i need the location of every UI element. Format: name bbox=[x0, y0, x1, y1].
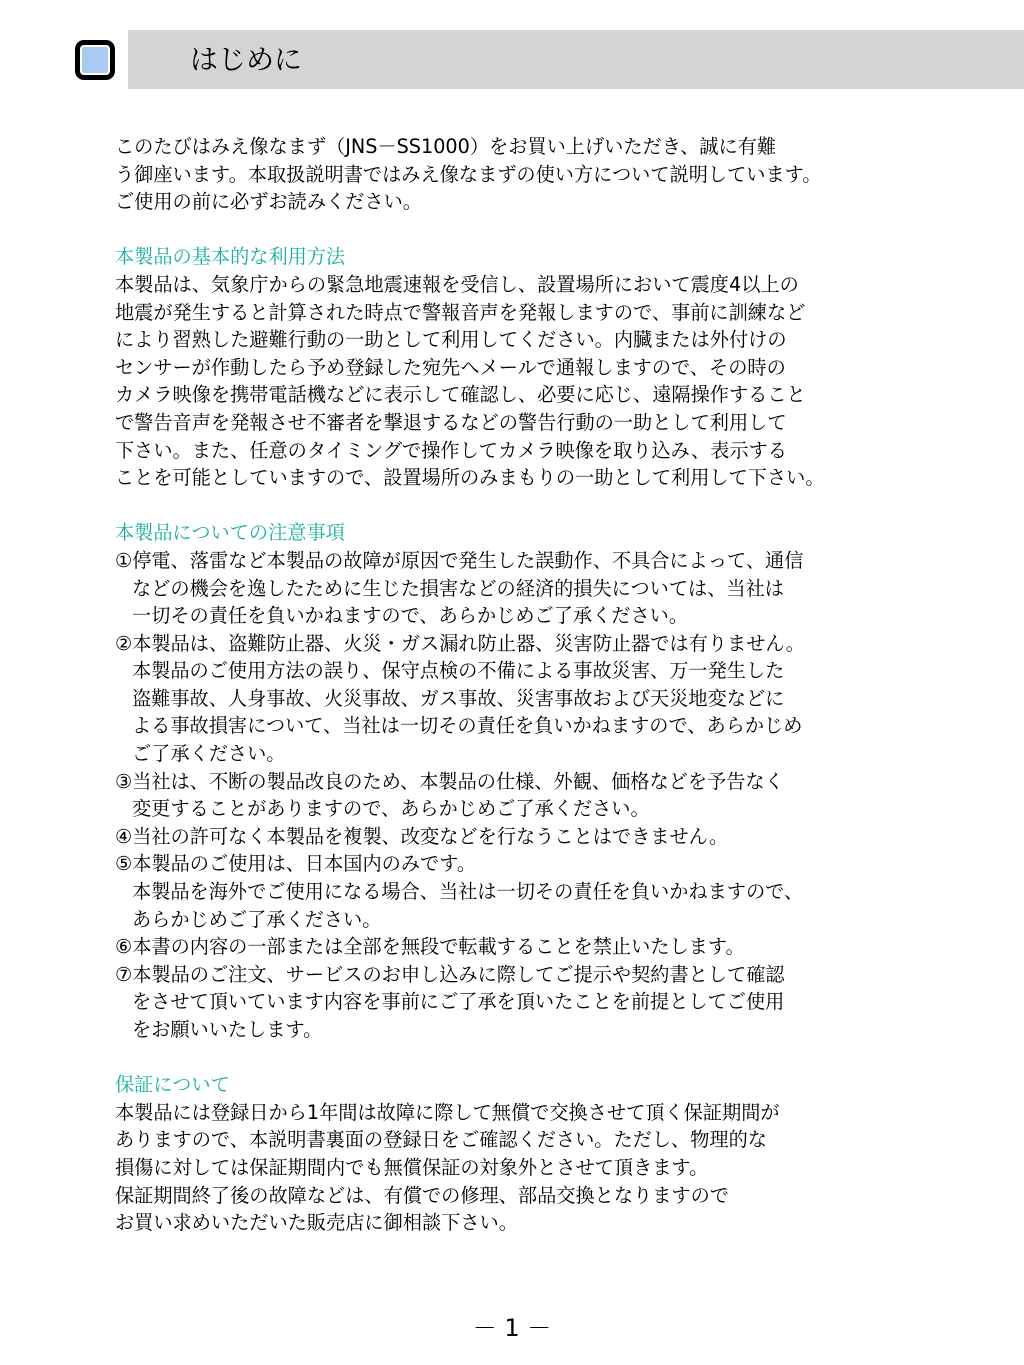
section-gap bbox=[115, 216, 1015, 244]
note-first-line: ②本製品は、盗難防止器、火災・ガス漏れ防止器、災害防止器では有りません。 bbox=[115, 631, 805, 655]
note-first-line: ③当社は、不断の製品改良のため、本製品の仕様、外観、価格などを予告なく bbox=[115, 769, 784, 793]
note-item-5 bbox=[115, 850, 1015, 933]
basic-usage-line: 本製品は、気象庁からの緊急地震速報を受信し、設置場所において震度4以上の bbox=[115, 272, 799, 296]
warranty-line: 損傷に対しては保証期間内でも無償保証の対象外とさせて頂きます。 bbox=[115, 1155, 709, 1179]
square-bullet-icon bbox=[75, 40, 115, 80]
warranty-line: 保証期間終了後の故障などは、有償での修理、部品交換となりますので bbox=[115, 1183, 729, 1207]
note-continuation-line: をさせて頂いています内容を事前にご了承を頂いたことを前提としてご使用 bbox=[132, 990, 785, 1014]
note-item-1 bbox=[115, 547, 1015, 630]
note-first-line: ⑥本書の内容の一部または全部を無段で転載することを禁止いたします。 bbox=[115, 935, 745, 959]
note-continuation-line: 盗難事故、人身事故、火災事故、ガス事故、災害事故および天災地変などに bbox=[132, 686, 785, 710]
basic-usage-line: 下さい。また、任意のタイミングで操作してカメラ映像を取り込み、表示する bbox=[115, 438, 787, 462]
note-continuation-line: ご了承ください。 bbox=[132, 742, 286, 766]
note-item-2 bbox=[115, 630, 1015, 768]
note-continuation-line: をお願いいたします。 bbox=[132, 1018, 323, 1041]
note-continuation-line: よる事故損害について、当社は一切その責任を負いかねますので、あらかじめ bbox=[132, 714, 803, 738]
note-continuation-line: 変更することがありますので、あらかじめご了承ください。 bbox=[132, 797, 650, 821]
note-first-line: ⑦本製品のご注文、サービスのお申し込みに際してご提示や契約書として確認 bbox=[115, 962, 785, 986]
intro-line: う御座います。本取扱説明書ではみえ像なまずの使い方について説明しています。 bbox=[115, 162, 822, 186]
note-continuation-line: 本製品のご使用方法の誤り、保守点検の不備による事故災害、万一発生した bbox=[132, 659, 785, 683]
page-title: はじめに bbox=[190, 43, 303, 76]
intro-line: ご使用の前に必ずお読みください。 bbox=[115, 190, 422, 214]
warranty-line: 本製品には登録日から1年間は故障に際して無償で交換させて頂く保証期間が bbox=[115, 1100, 780, 1124]
section-heading-notes: 本製品についての注意事項 bbox=[115, 521, 345, 545]
note-item-3 bbox=[115, 768, 1015, 823]
document-body bbox=[115, 133, 1015, 1237]
note-item-4 bbox=[115, 823, 1015, 851]
basic-usage-line: 地震が発生すると計算された時点で警報音声を発報しますので、事前に訓練など bbox=[115, 300, 806, 324]
note-item-6 bbox=[115, 933, 1015, 961]
note-item-7 bbox=[115, 961, 1015, 1044]
note-continuation-line: 一切その責任を負いかねますので、あらかじめご了承ください。 bbox=[132, 604, 689, 628]
note-first-line: ④当社の許可なく本製品を複製、改変などを行なうことはできません。 bbox=[115, 824, 729, 848]
note-continuation-line: あらかじめご了承ください。 bbox=[132, 907, 382, 931]
section-heading-basic-usage: 本製品の基本的な利用方法 bbox=[115, 245, 346, 269]
warranty-line: お買い求めいただいた販売店に御相談下さい。 bbox=[115, 1211, 518, 1235]
section-gap bbox=[115, 1044, 1015, 1072]
intro-section bbox=[115, 133, 1015, 216]
basic-usage-line: で警告音声を発報させ不審者を撃退するなどの警告行動の一助として利用して bbox=[115, 410, 787, 434]
intro-line: このたびはみえ像なまず（JNS－SS1000）をお買い上げいただき、誠に有難 bbox=[115, 135, 777, 158]
section-gap bbox=[115, 492, 1015, 520]
note-first-line: ①停電、落雷など本製品の故障が原因で発生した誤動作、不具合によって、通信 bbox=[115, 548, 804, 572]
basic-usage-line: センサーが作動したら予め登録した宛先へメールで通報しますので、その時の bbox=[115, 355, 786, 379]
note-continuation-line: 本製品を海外でご使用になる場合、当社は一切その責任を負いかねますので、 bbox=[132, 880, 804, 904]
basic-usage-line: カメラ映像を携帯電話機などに表示して確認し、必要に応じ、遠隔操作すること bbox=[115, 383, 806, 407]
basic-usage-section bbox=[115, 243, 1015, 491]
basic-usage-line: により習熟した避難行動の一助として利用してください。内臓または外付けの bbox=[115, 328, 787, 352]
note-continuation-line: などの機会を逸したために生じた損害などの経済的損失については、当社は bbox=[132, 576, 784, 600]
warranty-section bbox=[115, 1071, 1015, 1237]
section-heading-warranty: 保証について bbox=[115, 1073, 230, 1097]
page-number: － 1 － bbox=[472, 1314, 552, 1342]
square-bullet-icon-inner bbox=[80, 45, 110, 75]
basic-usage-line: ことを可能としていますので、設置場所のみまもりの一助として利用して下さい。 bbox=[115, 466, 825, 490]
warranty-line: ありますので、本説明書裏面の登録日をご確認ください。ただし、物理的な bbox=[115, 1128, 767, 1152]
note-first-line: ⑤本製品のご使用は、日本国内のみです。 bbox=[115, 852, 477, 876]
notes-section bbox=[115, 519, 1015, 1043]
header-bar bbox=[128, 30, 1024, 89]
